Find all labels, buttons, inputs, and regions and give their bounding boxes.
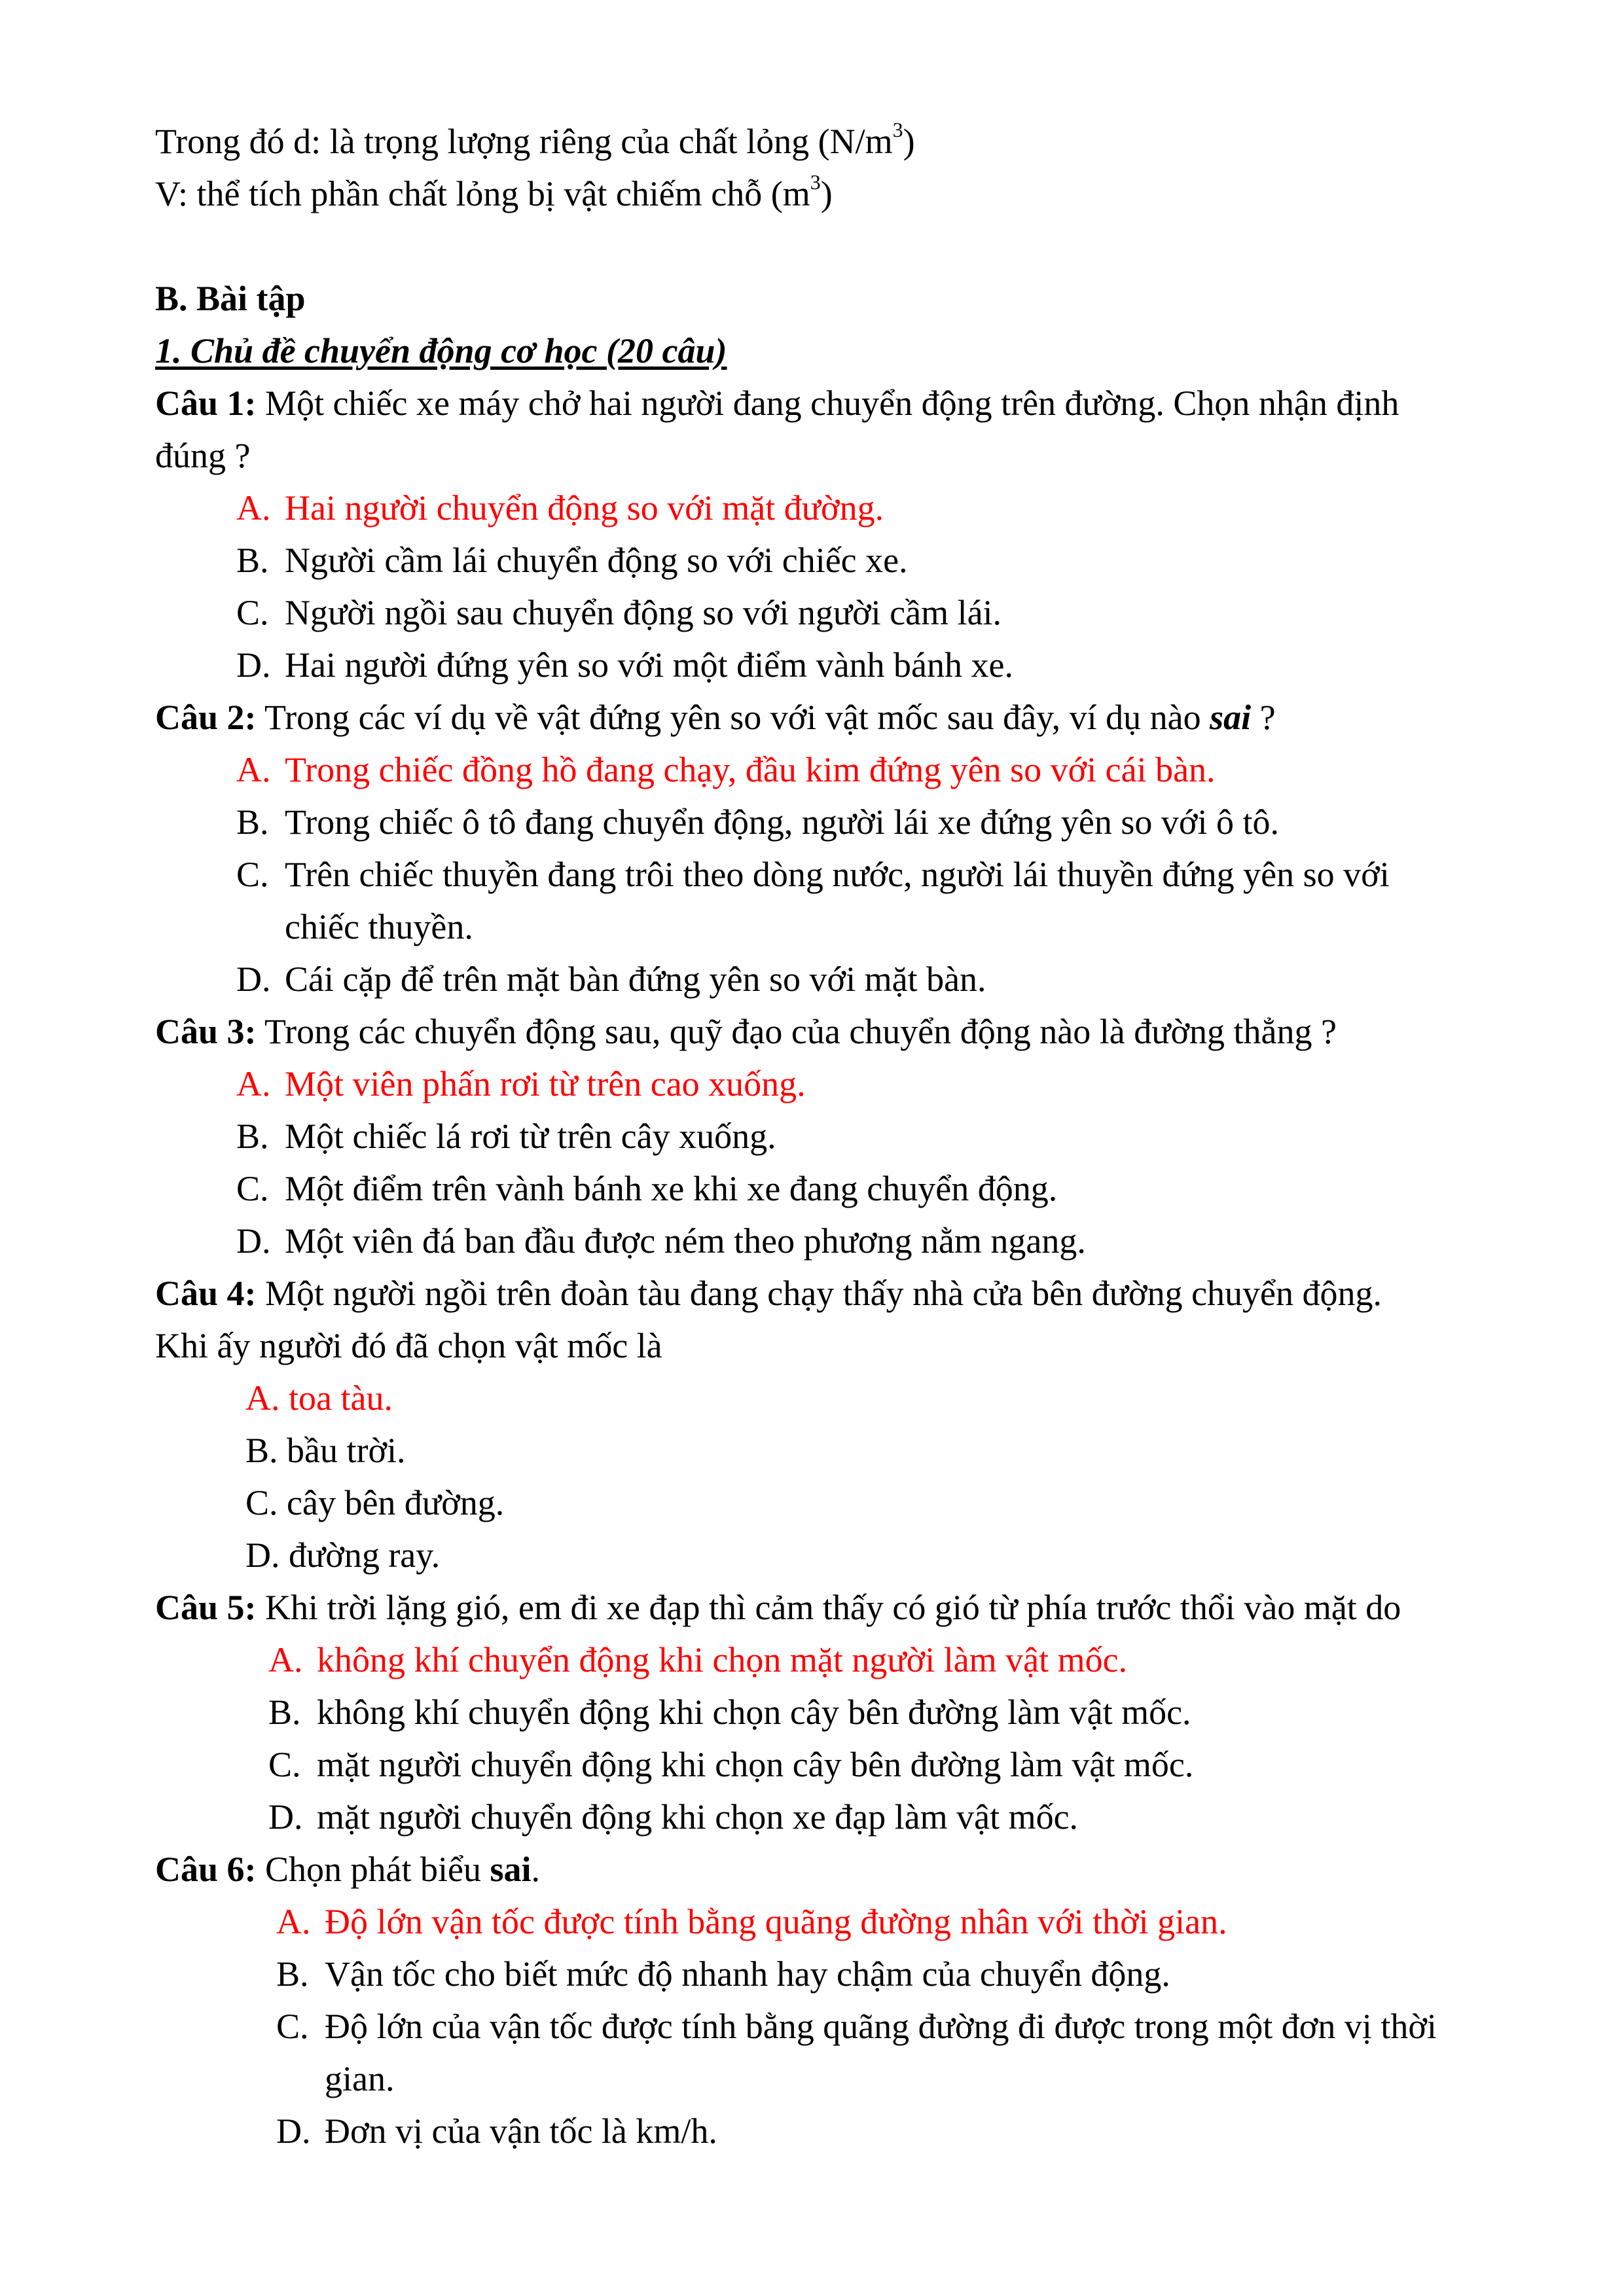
q3-option-d: D. Một viên đá ban đầu được ném theo phương nằm ngang. [236,1221,1086,1261]
question-1 [155,382,1624,425]
question-4-cont: Khi ấy người đó đã chọn vật mốc là [155,1326,662,1365]
q4-option-c: C. cây bên đường. [245,1483,505,1522]
question-label: Câu 5: [155,1588,257,1627]
q6-option-c: C. Độ lớn của vận tốc được tính bằng quãng đường đi được trong một đơn vị thời [276,2007,1437,2046]
q1-option-c: C. Người ngồi sau chuyển động so với người cầm lái. [236,593,1002,632]
question-6: Câu 6: Chọn phát biểu sai. [155,1850,541,1889]
section-title: B. Bài tập [155,279,306,318]
question-text: Khi trời lặng gió, em đi xe đạp thì cảm thấy có gió từ phía trước thổi vào mặt do [256,1588,1401,1627]
q1-option-b: B. Người cầm lái chuyển động so với chiếc xe. [236,541,908,580]
question-2: Câu 2: Trong các ví dụ về vật đứng yên so với vật mốc sau đây, ví dụ nào sai ? [155,698,1276,737]
intro-line-1: Trong đó d: là trọng lượng riêng của chất lỏng $(N/m^3)$ [155,118,915,161]
q5-option-a: A. không khí chuyển động khi chọn mặt người làm vật mốc. [268,1640,1128,1679]
question-label: Câu 4: [155,1274,257,1313]
q1-option-a: A. Hai người chuyển động so với mặt đường. [236,488,884,528]
q2-option-d: D. Cái cặp để trên mặt bàn đứng yên so với mặt bàn. [236,960,986,999]
question-label: Câu 6: [155,1850,257,1889]
q2-option-b: B. Trong chiếc ô tô đang chuyển động, người lái xe đứng yên so với ô tô. [236,802,1279,842]
q2-option-a: A. Trong chiếc đồng hồ đang chạy, đầu kim đứng yên so với cái bàn. [236,750,1216,789]
question-label: Câu 1: [155,384,257,423]
q2-option-c-cont: chiếc thuyền. [285,907,473,946]
q1-option-d: D. Hai người đứng yên so với một điểm vành bánh xe. [236,645,1013,685]
q2-option-c: C. Trên chiếc thuyền đang trôi theo dòng nước, người lái thuyền đứng yên so với [236,855,1390,894]
question-3 [155,1010,1624,1053]
question-text: Một người ngồi trên đoàn tàu đang chạy thấy nhà cửa bên đường chuyển động. [256,1274,1382,1313]
q4-option-d: D. đường ray. [245,1535,441,1575]
question-label: Câu 2: [155,698,257,737]
q5-option-c: C. mặt người chuyển động khi chọn cây bên đường làm vật mốc. [268,1745,1194,1784]
q3-option-b: B. Một chiếc lá rơi từ trên cây xuống. [236,1117,776,1156]
q6-option-d: D. Đơn vị của vận tốc là km/h. [276,2111,717,2151]
question-5 [155,1586,1624,1629]
q4-option-b: B. bầu trời. [245,1431,406,1470]
question-4 [155,1272,1624,1315]
q5-option-b: B. không khí chuyển động khi chọn cây bên đường làm vật mốc. [268,1693,1191,1732]
section-subtitle: 1. Chủ đề chuyển động cơ học (20 câu) [155,331,727,370]
q3-option-c: C. Một điểm trên vành bánh xe khi xe đang chuyển động. [236,1169,1058,1208]
q4-option-a: A. toa tàu. [245,1378,393,1418]
q6-option-b: B. Vận tốc cho biết mức độ nhanh hay chậm của chuyển động. [276,1954,1170,1994]
question-1-cont: đúng ? [155,436,251,475]
question-text: Trong các chuyển động sau, quỹ đạo của chuyển động nào là đường thẳng ? [256,1012,1337,1051]
intro-line-2: V: thể tích phần chất lỏng bị vật chiếm chỗ $(m^3)$ [155,170,833,213]
question-label: Câu 3: [155,1012,257,1051]
question-text: Một chiếc xe máy chở hai người đang chuyển động trên đường. Chọn nhận định [256,384,1399,423]
emphasis-word: sai [1210,698,1252,737]
q3-option-a: A. Một viên phấn rơi từ trên cao xuống. [236,1064,806,1103]
q6-option-a: A. Độ lớn vận tốc được tính bằng quãng đường nhân với thời gian. [276,1902,1227,1941]
q6-option-c-cont: gian. [325,2059,395,2098]
emphasis-word: sai [490,1850,532,1889]
q5-option-d: D. mặt người chuyển động khi chọn xe đạp làm vật mốc. [268,1797,1079,1837]
